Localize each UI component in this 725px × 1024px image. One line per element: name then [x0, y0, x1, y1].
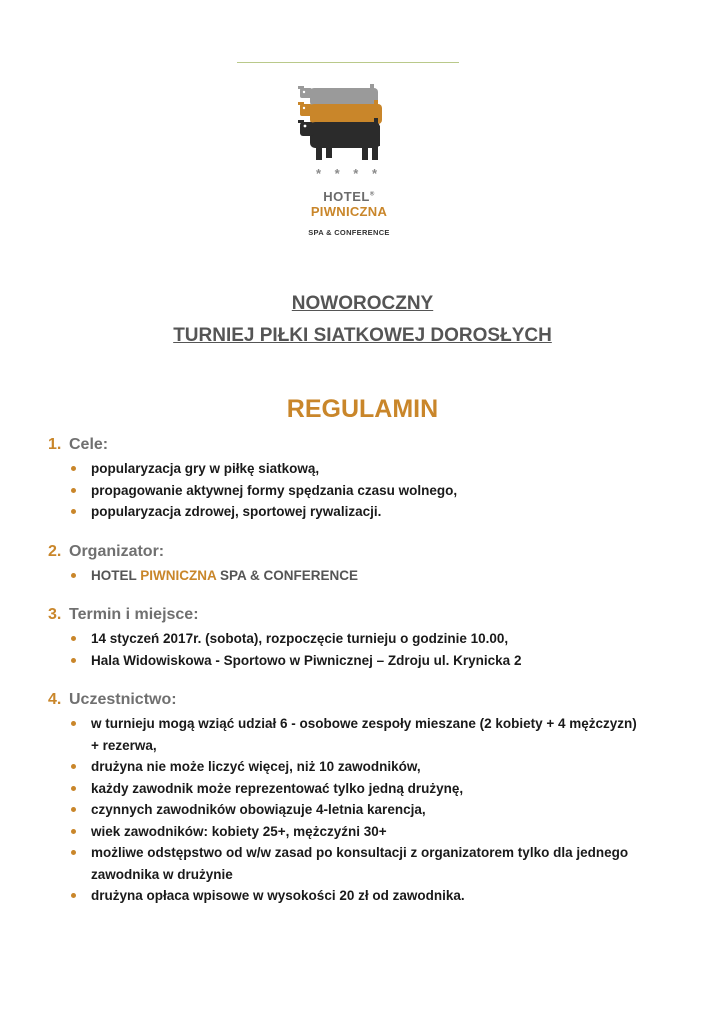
organizer-part-1: HOTEL — [91, 567, 141, 583]
document-title — [0, 288, 725, 352]
section-heading — [48, 434, 688, 456]
grey-bull-shape — [298, 84, 378, 106]
list-item-continuation: + rezerwa, — [91, 737, 157, 753]
list-item: czynnych zawodników obowiązuje 4-letnia karencja, — [68, 799, 688, 821]
section-organizer — [48, 541, 688, 587]
regulamin-heading: REGULAMIN — [286, 395, 439, 423]
section-title: Uczestnictwo: — [69, 691, 177, 708]
logo-subtitle: SPA & CONFERENCE — [308, 228, 390, 237]
date-place-list — [48, 628, 688, 671]
registered-mark: ® — [369, 191, 375, 198]
organizer-item — [68, 565, 688, 587]
logo-hotel-text — [288, 189, 410, 204]
logo-name-text: PIWNICZNA — [310, 204, 388, 219]
section-number: 4. — [48, 691, 62, 708]
section-heading — [48, 541, 688, 563]
list-item-text: w turnieju mogą wziąć udział 6 - osobowe zespoły mieszane (2 kobiety + 4 mężczyzn) — [91, 716, 637, 731]
logo-stars: * * * * — [315, 166, 383, 181]
list-item: Hala Widowiskowa - Sportowo w Piwnicznej – Zdroju ul. Krynicka 2 — [68, 650, 688, 672]
organizer-list — [48, 565, 688, 587]
section-title: Organizator: — [69, 542, 165, 560]
goals-list — [48, 458, 688, 523]
list-item: propagowanie aktywnej formy spędzania czasu wolnego, — [68, 480, 688, 502]
section-number: 3. — [48, 606, 62, 623]
title-line-1: NOWOROCZNY — [291, 293, 434, 314]
section-goals — [48, 434, 688, 523]
black-bull-shape — [298, 118, 380, 160]
logo-hotel-word: HOTEL — [323, 189, 370, 204]
section-heading — [48, 689, 688, 711]
list-item — [68, 842, 688, 885]
list-item: 14 styczeń 2017r. (sobota), rozpoczęcie turnieju o godzinie 10.00, — [68, 628, 688, 650]
section-participation — [48, 689, 688, 907]
organizer-part-3: SPA & CONFERENCE — [216, 567, 359, 583]
list-item: wiek zawodników: kobiety 25+, mężczyźni 30+ — [68, 821, 688, 843]
top-rule — [237, 62, 459, 63]
section-title: Termin i miejsce: — [69, 606, 199, 623]
list-item-continuation: zawodnika w drużynie — [91, 866, 233, 882]
participation-list — [48, 713, 688, 907]
section-heading — [48, 604, 688, 626]
list-item: popularyzacja gry w piłkę siatkową, — [68, 458, 688, 480]
section-date-place — [48, 604, 688, 671]
list-item: drużyna nie może liczyć więcej, niż 10 zawodników, — [68, 756, 688, 778]
list-item — [68, 713, 688, 756]
list-item: drużyna opłaca wpisowe w wysokości 20 zł od zawodnika. — [68, 885, 688, 907]
section-title: Cele: — [69, 436, 109, 453]
list-item-text: możliwe odstępstwo od w/w zasad po konsultacji z organizatorem tylko dla jednego — [91, 845, 629, 860]
bull-logo-icon — [288, 82, 410, 166]
title-line-2: TURNIEJ PIŁKI SIATKOWEJ DOROSŁYCH — [173, 325, 552, 346]
section-number: 1. — [48, 436, 62, 453]
list-item: popularyzacja zdrowej, sportowej rywalizacji. — [68, 501, 688, 523]
list-item: każdy zawodnik może reprezentować tylko jedną drużynę, — [68, 778, 688, 800]
section-number: 2. — [48, 542, 62, 560]
regulations-content — [48, 434, 688, 925]
hotel-logo — [288, 82, 410, 242]
organizer-part-2: PIWNICZNA — [140, 567, 217, 583]
